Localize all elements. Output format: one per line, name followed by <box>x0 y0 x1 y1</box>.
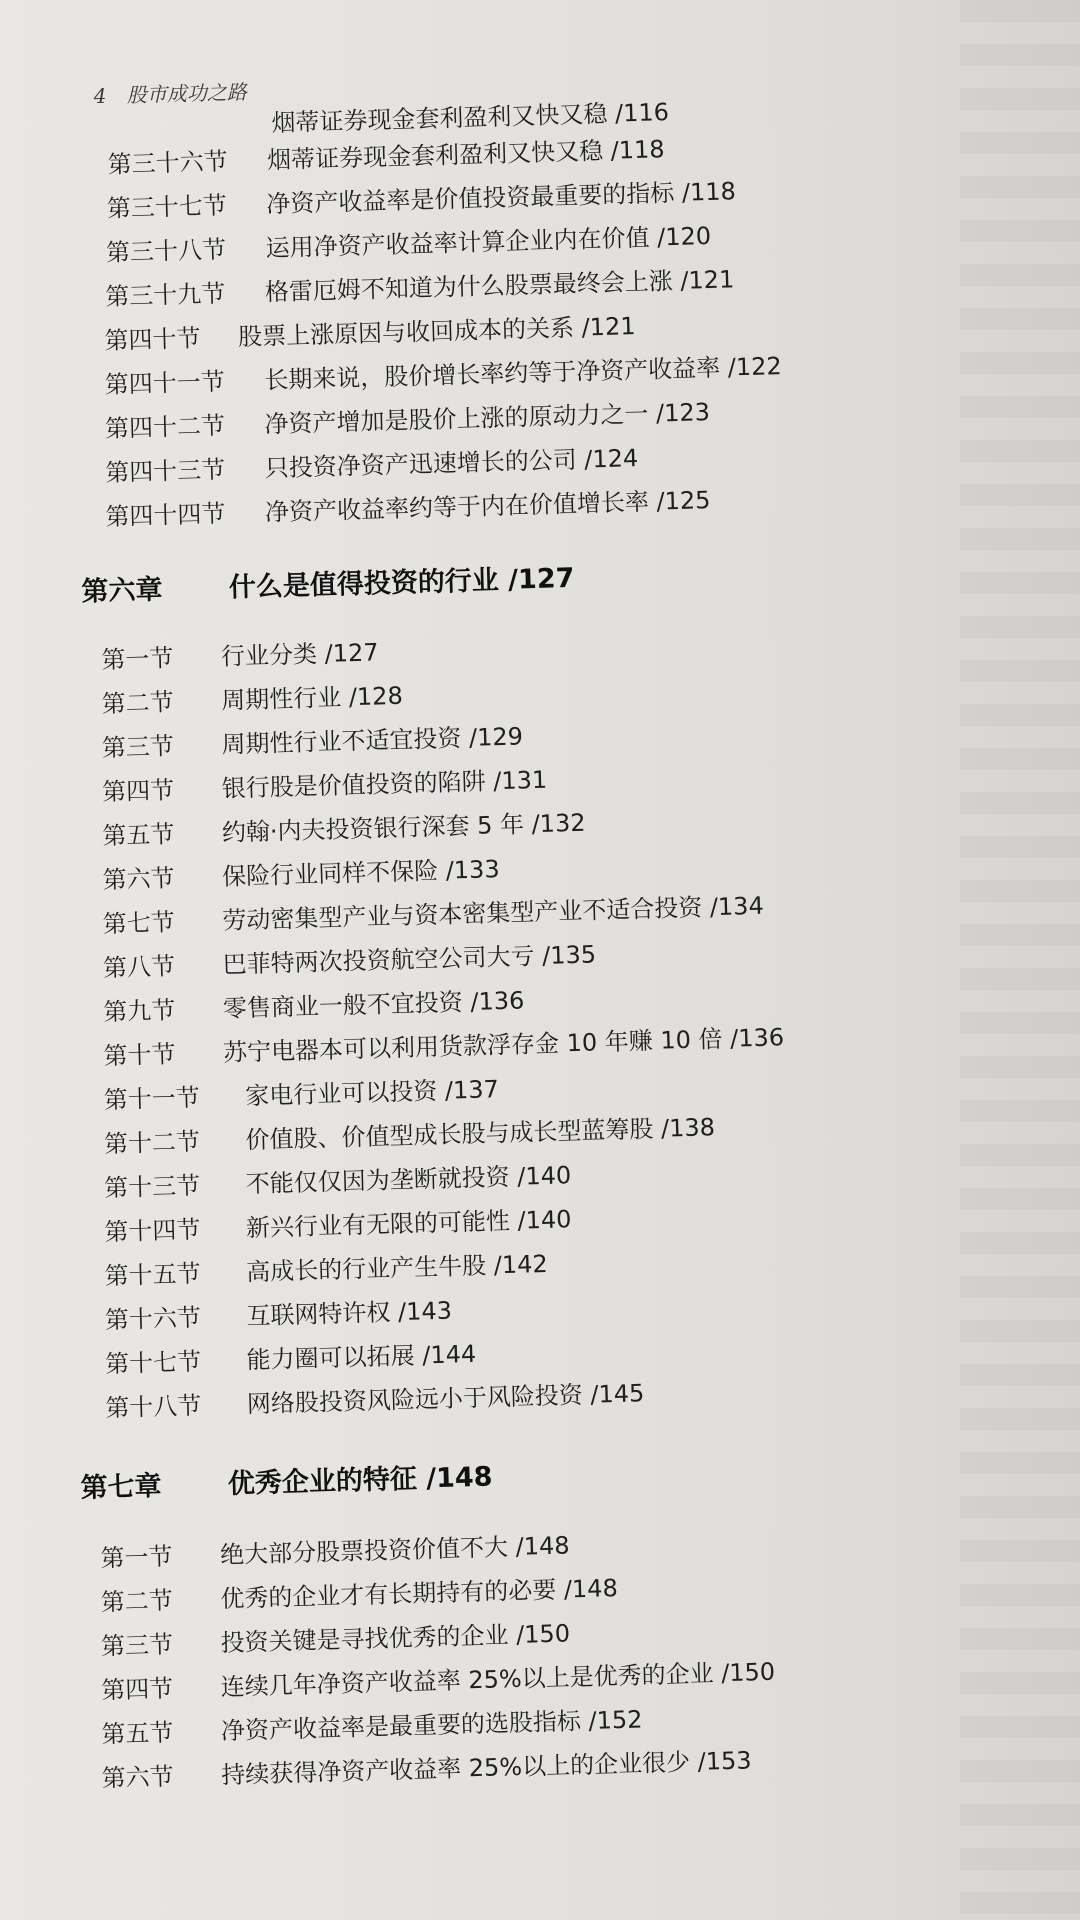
toc-entry-title: 苏宁电器本可以利用货款浮存金 10 年赚 10 倍 /136 <box>222 1023 785 1067</box>
toc-entry <box>104 1296 453 1335</box>
toc-entry <box>104 1339 477 1379</box>
toc-entry <box>104 1379 645 1423</box>
toc-entry-label: 第十一节 <box>103 1083 201 1115</box>
toc-entry-title: 烟蒂证券现金套利盈利又快又稳 /116 <box>271 98 670 138</box>
toc-entry-label: 第九节 <box>102 996 176 1027</box>
toc-entry <box>105 400 711 441</box>
toc-entry-label: 第一节 <box>100 1542 173 1573</box>
toc-entry-label: 第七节 <box>102 908 176 939</box>
book-title: 股市成功之路 <box>126 79 248 108</box>
toc-entry-label: 第四十三节 <box>104 455 226 487</box>
toc-entry-label: 第十二节 <box>103 1127 201 1159</box>
toc-entry-title: 新兴行业有无限的可能性 /140 <box>245 1205 572 1243</box>
toc-entry-title: 净资产收益率是最重要的选股指标 /152 <box>220 1705 643 1746</box>
toc-entry-title: 周期性行业 /128 <box>220 681 404 715</box>
toc-entry-title: 绝大部分股票投资价值不大 /148 <box>219 1531 570 1570</box>
chapter-heading <box>80 1461 493 1505</box>
toc-entry-label: 第一节 <box>101 644 174 675</box>
toc-entry-title: 价值股、价值型成长股与成长型蓝筹股 /138 <box>245 1113 716 1155</box>
toc-entry-title: 净资产增加是股价上涨的原动力之一 /123 <box>264 398 711 439</box>
toc-entry-title: 零售商业一般不宜投资 /136 <box>222 986 525 1023</box>
toc-entry <box>101 1746 752 1793</box>
toc-entry <box>100 1574 619 1617</box>
toc-entry-label: 第五节 <box>101 820 175 851</box>
toc-entry <box>103 1161 572 1203</box>
toc-entry-title: 烟蒂证券现金套利盈利又快又稳 /118 <box>266 135 665 175</box>
chapter-heading <box>81 562 575 608</box>
toc-entry-label: 第四节 <box>101 776 175 807</box>
toc-entry <box>103 1075 500 1115</box>
toc-entry-label: 第三十六节 <box>107 147 228 179</box>
toc-entry-label: 第十三节 <box>103 1171 201 1203</box>
toc-entry-label: 第四十一节 <box>104 367 226 399</box>
toc-entry-label: 第二节 <box>101 688 175 719</box>
toc-entry <box>271 98 670 138</box>
toc-entry-title: 巴菲特两次投资航空公司大亏 /135 <box>222 940 597 979</box>
toc-entry <box>102 855 501 895</box>
toc-entry <box>101 765 548 807</box>
toc-entry-label: 第四十四节 <box>105 499 226 531</box>
toc-entry <box>100 1531 570 1573</box>
toc-entry-label: 第三十八节 <box>105 235 227 267</box>
toc-entry <box>105 446 639 485</box>
toc-entry <box>103 1023 785 1071</box>
toc-entry-title: 净资产收益率是价值投资最重要的指标 /118 <box>266 177 737 219</box>
toc-entry-title: 行业分类 /127 <box>220 638 379 671</box>
toc-entry-title: 只投资净资产迅速增长的公司 /124 <box>264 444 639 483</box>
toc-entry-label: 第十节 <box>103 1040 176 1071</box>
toc-entry-title: 能力圈可以拓展 /144 <box>246 1339 477 1375</box>
toc-entry-label: 第三十九节 <box>104 279 226 311</box>
toc-entry <box>105 221 712 267</box>
toc-entry-title: 网络股投资风险远小于风险投资 /145 <box>246 1379 645 1419</box>
toc-entry <box>104 314 636 353</box>
toc-entry <box>107 137 665 177</box>
toc-entry-title: 净资产收益率约等于内在价值增长率 /125 <box>264 486 711 527</box>
toc-entry-label: 第三十七节 <box>106 191 228 223</box>
toc-entry-title: 家电行业可以投资 /137 <box>244 1075 500 1111</box>
toc-entry-title: 不能仅仅因为垄断就投资 /140 <box>245 1161 572 1199</box>
toc-entry <box>101 722 524 763</box>
toc-entry-label: 第十七节 <box>104 1347 202 1379</box>
toc-entry-title: 保险行业同样不保险 /133 <box>221 855 501 891</box>
chapter-title: 优秀企业的特征 /148 <box>227 1461 493 1500</box>
toc-entry <box>100 1657 776 1705</box>
toc-entry <box>104 1205 572 1247</box>
toc-entry <box>104 1249 549 1291</box>
toc-entry-title: 长期来说，股价增长率约等于净资产收益率 /122 <box>263 352 783 395</box>
toc-entry <box>101 808 586 851</box>
toc-entry-title: 劳动密集型产业与资本密集型产业不适合投资 /134 <box>222 891 765 935</box>
toc-entry-label: 第六节 <box>102 864 175 895</box>
toc-entry <box>107 179 737 221</box>
toc-entry <box>102 891 765 939</box>
toc-entry-title: 约翰·内夫投资银行深套 5 年 /132 <box>221 808 586 847</box>
toc-entry-label: 第四十二节 <box>104 411 226 443</box>
chapter-label: 第七章 <box>80 1470 162 1505</box>
toc-entry-label: 第三节 <box>101 732 175 763</box>
toc-entry-label: 第十四节 <box>104 1215 201 1247</box>
toc-entry <box>105 267 735 309</box>
toc-entry-title: 持续获得净资产收益率 25%以上的企业很少 /153 <box>220 1746 752 1790</box>
toc-entry <box>100 1619 571 1661</box>
toc-entry <box>103 1113 716 1159</box>
toc-entry-label: 第十五节 <box>104 1259 202 1291</box>
toc-entry <box>104 354 782 397</box>
toc-entry-title: 股票上涨原因与收回成本的关系 /121 <box>237 312 636 352</box>
toc-entry-label: 第八节 <box>102 952 176 983</box>
running-header <box>93 76 247 109</box>
toc-entry <box>105 488 711 529</box>
toc-entry-label: 第六节 <box>101 1762 175 1793</box>
chapter-label: 第六章 <box>81 574 163 608</box>
toc-entry-title: 格雷厄姆不知道为什么股票最终会上涨 /121 <box>264 265 735 307</box>
toc-entry <box>102 940 597 983</box>
toc-entry-title: 高成长的行业产生牛股 /142 <box>245 1249 549 1287</box>
toc-entry-title: 周期性行业不适宜投资 /129 <box>221 722 524 759</box>
toc-entry-label: 第五节 <box>101 1718 174 1749</box>
toc-entry-label: 第十六节 <box>104 1303 202 1335</box>
toc-entry-label: 第十八节 <box>104 1391 202 1423</box>
toc-entry <box>102 986 525 1027</box>
toc-entry <box>101 638 379 675</box>
toc-entry-label: 第三节 <box>100 1630 174 1661</box>
toc-entry <box>101 681 404 719</box>
toc-entry-title: 优秀的企业才有长期持有的必要 /148 <box>219 1574 619 1614</box>
toc-entry-title: 连续几年净资产收益率 25%以上是优秀的企业 /150 <box>220 1657 776 1702</box>
toc-entry-label: 第四十节 <box>104 324 201 355</box>
toc-entry-title: 互联网特许权 /143 <box>246 1296 453 1331</box>
toc-entry-title: 投资关键是寻找优秀的企业 /150 <box>220 1619 571 1658</box>
toc-entry-label: 第四节 <box>100 1674 174 1705</box>
toc-entry <box>101 1705 643 1749</box>
toc-entry-title: 运用净资产收益率计算企业内在价值 /120 <box>265 221 712 263</box>
page-number: 4 <box>93 83 107 109</box>
chapter-title: 什么是值得投资的行业 /127 <box>228 562 575 604</box>
toc-entry-label: 第二节 <box>100 1586 174 1617</box>
toc-entry-title: 银行股是价值投资的陷阱 /131 <box>221 765 548 803</box>
